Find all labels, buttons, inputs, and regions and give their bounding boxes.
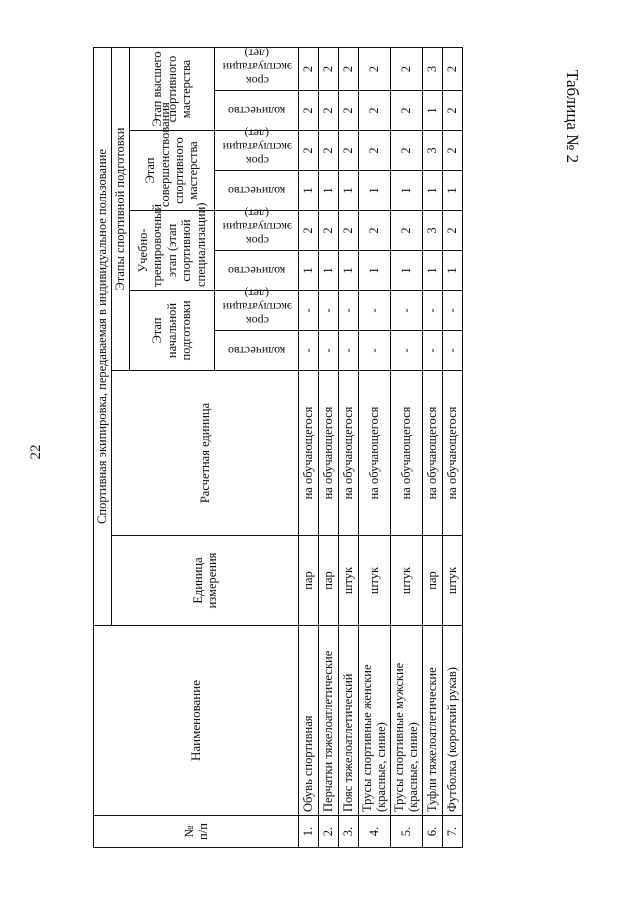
- item-unit: пар: [422, 536, 442, 626]
- quantity-cell: -: [442, 331, 462, 371]
- term-cell: 3: [422, 211, 442, 251]
- term-cell: 2: [339, 48, 359, 91]
- header-unit: Единица измерения: [112, 536, 299, 626]
- item-calc-unit: на обучающегося: [359, 371, 391, 536]
- item-unit: пар: [299, 536, 319, 626]
- term-cell: 2: [339, 211, 359, 251]
- term-cell: 2: [319, 48, 339, 91]
- row-number: 6.: [422, 816, 442, 848]
- item-unit: штук: [442, 536, 462, 626]
- sub-header-qty: количество: [215, 331, 299, 371]
- row-number: 7.: [442, 816, 462, 848]
- page-number: 22: [28, 444, 44, 460]
- item-name: Трусы спортивные мужские (красные, синие): [390, 626, 422, 816]
- table-row: [319, 48, 339, 848]
- table-row: [390, 48, 422, 848]
- sub-header-term: срок эксплуатации (лет): [215, 291, 299, 331]
- item-calc-unit: на обучающегося: [339, 371, 359, 536]
- term-cell: 2: [359, 211, 391, 251]
- term-cell: 2: [442, 131, 462, 171]
- item-unit: пар: [319, 536, 339, 626]
- term-cell: -: [442, 291, 462, 331]
- quantity-cell: 1: [339, 171, 359, 211]
- table-row: [339, 48, 359, 848]
- row-number: 2.: [319, 816, 339, 848]
- term-cell: -: [319, 291, 339, 331]
- item-calc-unit: на обучающегося: [390, 371, 422, 536]
- quantity-cell: 2: [359, 91, 391, 131]
- term-cell: 2: [299, 211, 319, 251]
- quantity-cell: 2: [319, 91, 339, 131]
- table-row: [442, 48, 462, 848]
- sub-header-term: срок эксплуатации (лет): [215, 131, 299, 171]
- term-cell: -: [422, 291, 442, 331]
- table-row: [359, 48, 391, 848]
- row-number: 5.: [390, 816, 422, 848]
- term-cell: -: [299, 291, 319, 331]
- term-cell: -: [339, 291, 359, 331]
- row-number: 4.: [359, 816, 391, 848]
- table-row: [299, 48, 319, 848]
- item-unit: штук: [390, 536, 422, 626]
- table-label: Таблица № 2: [563, 70, 582, 164]
- row-number: 3.: [339, 816, 359, 848]
- header-calc: Расчетная единица: [112, 371, 299, 536]
- quantity-cell: 1: [299, 171, 319, 211]
- term-cell: 2: [339, 131, 359, 171]
- quantity-cell: 2: [299, 91, 319, 131]
- term-cell: 2: [442, 48, 462, 91]
- quantity-cell: -: [359, 331, 391, 371]
- sub-header-term: срок эксплуатации (лет): [215, 48, 299, 91]
- quantity-cell: -: [299, 331, 319, 371]
- term-cell: 2: [359, 48, 391, 91]
- item-calc-unit: на обучающегося: [422, 371, 442, 536]
- quantity-cell: 2: [390, 91, 422, 131]
- quantity-cell: -: [339, 331, 359, 371]
- equipment-table: [93, 47, 463, 848]
- quantity-cell: 1: [422, 251, 442, 291]
- item-name: Футболка (короткий рукав): [442, 626, 462, 816]
- stage-name: Этап совершенствования спортивного мастерства: [130, 131, 215, 211]
- equipment-table-rotated: [93, 48, 458, 848]
- item-unit: штук: [359, 536, 391, 626]
- quantity-cell: 1: [442, 171, 462, 211]
- sub-header-qty: количество: [215, 91, 299, 131]
- term-cell: 2: [319, 131, 339, 171]
- item-name: Пояс тяжелоатлетический: [339, 626, 359, 816]
- term-cell: 2: [299, 48, 319, 91]
- item-name: Трусы спортивные женские (красные, синие): [359, 626, 391, 816]
- quantity-cell: 1: [359, 171, 391, 211]
- quantity-cell: -: [422, 331, 442, 371]
- term-cell: 2: [390, 131, 422, 171]
- quantity-cell: 1: [319, 171, 339, 211]
- item-unit: штук: [339, 536, 359, 626]
- sub-header-qty: количество: [215, 171, 299, 211]
- item-calc-unit: на обучающегося: [319, 371, 339, 536]
- quantity-cell: 1: [442, 251, 462, 291]
- term-cell: 3: [422, 48, 442, 91]
- term-cell: 2: [319, 211, 339, 251]
- item-name: Туфли тяжелоатлетические: [422, 626, 442, 816]
- quantity-cell: 1: [339, 251, 359, 291]
- header-top: Спортивная экипировка, передаваемая в индивидуальное пользование: [94, 48, 112, 626]
- quantity-cell: 1: [422, 171, 442, 211]
- term-cell: 2: [359, 131, 391, 171]
- item-calc-unit: на обучающегося: [442, 371, 462, 536]
- item-calc-unit: на обучающегося: [299, 371, 319, 536]
- stage-name: Этап начальной подготовки: [130, 291, 215, 371]
- term-cell: 2: [299, 131, 319, 171]
- stage-name: Учебно-тренировочный этап (этап спортивной специализации): [130, 211, 215, 291]
- item-name: Обувь спортивная: [299, 626, 319, 816]
- term-cell: 3: [422, 131, 442, 171]
- stage-name: Этап высшего спортивного мастерства: [130, 48, 215, 131]
- header-name: Наименование: [94, 626, 299, 816]
- table-body: [299, 48, 463, 848]
- term-cell: 2: [390, 48, 422, 91]
- sub-header-term: срок эксплуатации (лет): [215, 211, 299, 251]
- term-cell: 2: [442, 211, 462, 251]
- table-row: [422, 48, 442, 848]
- quantity-cell: -: [319, 331, 339, 371]
- quantity-cell: 2: [442, 91, 462, 131]
- quantity-cell: 1: [422, 91, 442, 131]
- row-number: 1.: [299, 816, 319, 848]
- quantity-cell: 1: [299, 251, 319, 291]
- term-cell: 2: [390, 211, 422, 251]
- header-stages: Этапы спортивной подготовки: [112, 48, 130, 371]
- quantity-cell: -: [390, 331, 422, 371]
- sub-header-qty: количество: [215, 251, 299, 291]
- term-cell: -: [390, 291, 422, 331]
- item-name: Перчатки тяжелоатлетические: [319, 626, 339, 816]
- quantity-cell: 1: [390, 171, 422, 211]
- quantity-cell: 1: [359, 251, 391, 291]
- header-num: № п/п: [94, 816, 299, 848]
- quantity-cell: 1: [319, 251, 339, 291]
- quantity-cell: 1: [390, 251, 422, 291]
- quantity-cell: 2: [339, 91, 359, 131]
- term-cell: -: [359, 291, 391, 331]
